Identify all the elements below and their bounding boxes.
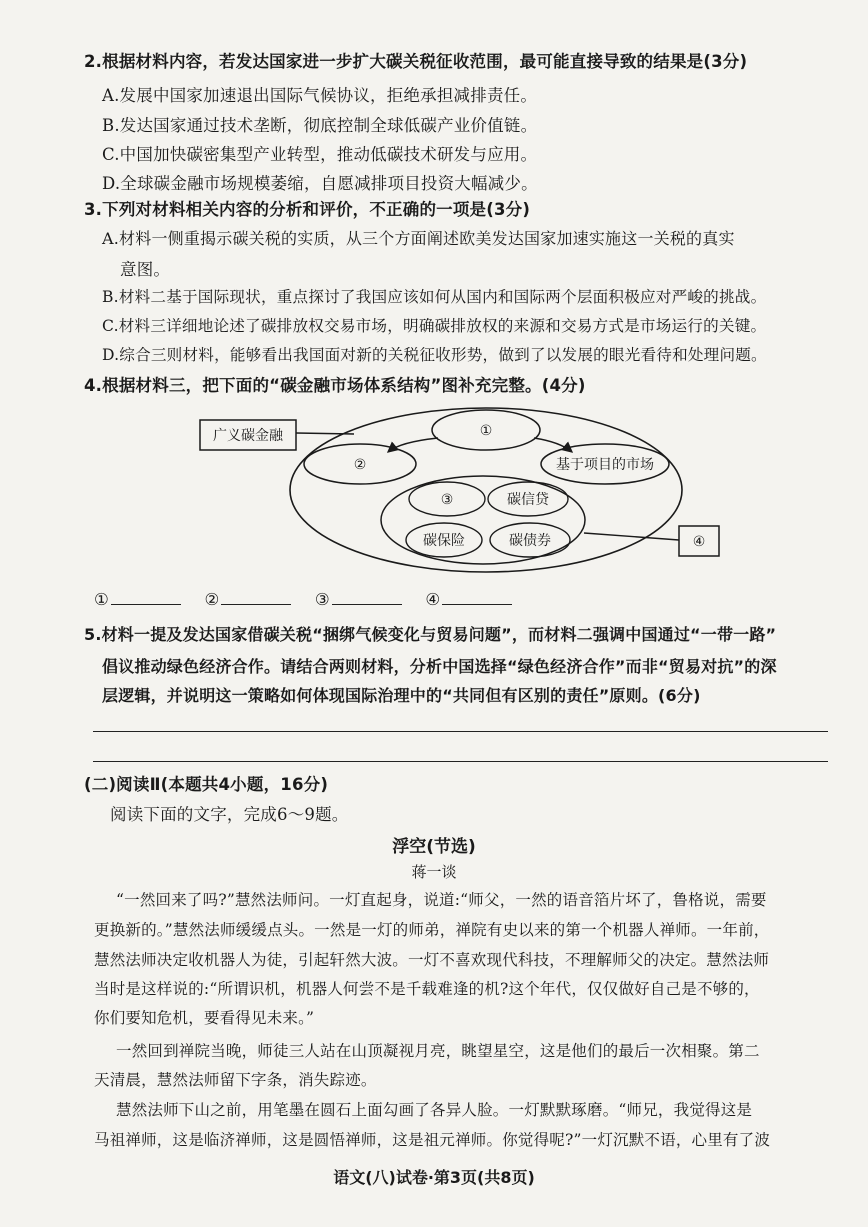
- section2-instruction: 阅读下面的文字，完成6～9题。: [110, 805, 349, 824]
- blank-4[interactable]: [442, 590, 512, 605]
- inner-ellipse: [381, 476, 585, 564]
- answer-line-2[interactable]: [93, 761, 828, 762]
- node-1-label: ①: [479, 423, 493, 439]
- node-2-label: ②: [353, 457, 367, 473]
- q3-option-c: C.材料三详细地论述了碳排放权交易市场，明确碳排放权的来源和交易方式是市场运行的关键。: [102, 317, 767, 335]
- q2-option-b: B.发达国家通过技术垄断，彻底控制全球低碳产业价值链。: [102, 116, 538, 135]
- passage-line-4: 当时是这样说的:“所谓识机，机器人何尝不是千载难逢的机?这个年代，仅仅做好自己是不够的，: [94, 980, 760, 998]
- q2-stem: 2.根据材料内容，若发达国家进一步扩大碳关税征收范围，最可能直接导致的结果是(3分): [84, 52, 748, 71]
- blank-4-label: ④: [425, 590, 441, 609]
- node-3-label: ③: [440, 492, 454, 508]
- carbon-insurance-label: 碳保险: [423, 533, 465, 549]
- q2-option-c: C.中国加快碳密集型产业转型，推动低碳技术研发与应用。: [102, 145, 538, 164]
- passage-line-3: 慧然法师决定收机器人为徒，引起轩然大波。一灯不喜欢现代科技，不理解师父的决定。慧然法师: [94, 951, 770, 969]
- blank-3[interactable]: [332, 590, 402, 605]
- q3-option-d: D.综合三则材料，能够看出我国面对新的关税征收形势，做到了以发展的眼光看待和处理问题。: [102, 346, 767, 364]
- node-4-label: ④: [692, 534, 706, 550]
- page-footer: 语文(八)试卷·第3页(共8页): [333, 1168, 535, 1187]
- q3-stem: 3.下列对材料相关内容的分析和评价，不正确的一项是(3分): [84, 200, 531, 219]
- q3-option-a: A.材料一侧重揭示碳关税的实质，从三个方面阐述欧美发达国家加速实施这一关税的真实: [102, 229, 735, 248]
- q4-stem: 4.根据材料三，把下面的“碳金融市场体系结构”图补充完整。(4分): [84, 376, 586, 395]
- blank-3-label: ③: [314, 590, 330, 609]
- passage-line-1: “一然回来了吗?”慧然法师问。一灯直起身，说道:“师父，一然的语音箔片坏了，鲁格说，需要: [116, 891, 767, 909]
- passage-line-6: 一然回到禅院当晚，师徒三人站在山顶凝视月亮，眺望星空，这是他们的最后一次相聚。第二: [116, 1042, 760, 1060]
- answer-line-1[interactable]: [93, 731, 828, 732]
- passage-line-9: 马祖禅师，这是临济禅师，这是圆悟禅师，这是祖元禅师。你觉得呢?”一灯沉默不语，心里有了波: [94, 1131, 771, 1149]
- blank-1-label: ①: [94, 590, 109, 609]
- q4-answer-blanks: [94, 590, 512, 609]
- passage-author: 蒋一谈: [411, 863, 457, 881]
- q2-option-a: A.发展中国家加速退出国际气候协议，拒绝承担减排责任。: [102, 86, 538, 105]
- blank-2-label: ②: [204, 590, 220, 609]
- project-market-label: 基于项目的市场: [556, 457, 654, 473]
- q5-line-2: 倡议推动绿色经济合作。请结合两则材料，分析中国选择“绿色经济合作”而非“贸易对抗”的深: [102, 657, 777, 676]
- carbon-credit-label: 碳信贷: [507, 492, 549, 508]
- q2-option-d: D.全球碳金融市场规模萎缩，自愿减排项目投资大幅减少。: [102, 174, 538, 193]
- passage-line-8: 慧然法师下山之前，用笔墨在圆石上面勾画了各异人脸。一灯默默琢磨。“师兄，我觉得这是: [116, 1101, 753, 1119]
- passage-line-2: 更换新的。”慧然法师缓缓点头。一然是一灯的师弟，禅院有史以来的第一个机器人禅师。一年前，: [94, 921, 770, 939]
- passage-line-7: 天清晨，慧然法师留下字条，消失踪迹。: [94, 1071, 377, 1089]
- carbon-bond-label: 碳债券: [509, 533, 551, 549]
- carbon-finance-diagram: [0, 400, 868, 600]
- blank-1[interactable]: [111, 590, 181, 605]
- section2-heading: (二)阅读Ⅱ(本题共4小题，16分): [84, 775, 329, 794]
- passage-title: 浮空(节选): [392, 837, 476, 857]
- passage-line-5: 你们要知危机，要看得见未来。”: [94, 1009, 315, 1027]
- broad-carbon-finance-label: 广义碳金融: [213, 428, 283, 444]
- blank-2[interactable]: [221, 590, 291, 605]
- q3-option-b: B.材料二基于国际现状，重点探讨了我国应该如何从国内和国际两个层面积极应对严峻的挑战。: [102, 288, 767, 306]
- q5-line-3: 层逻辑，并说明这一策略如何体现国际治理中的“共同但有区别的责任”原则。(6分): [102, 686, 701, 705]
- q5-line-1: 5.材料一提及发达国家借碳关税“捆绑气候变化与贸易问题”，而材料二强调中国通过“一带一路”: [84, 625, 777, 644]
- q3-option-a-cont: 意图。: [120, 260, 171, 279]
